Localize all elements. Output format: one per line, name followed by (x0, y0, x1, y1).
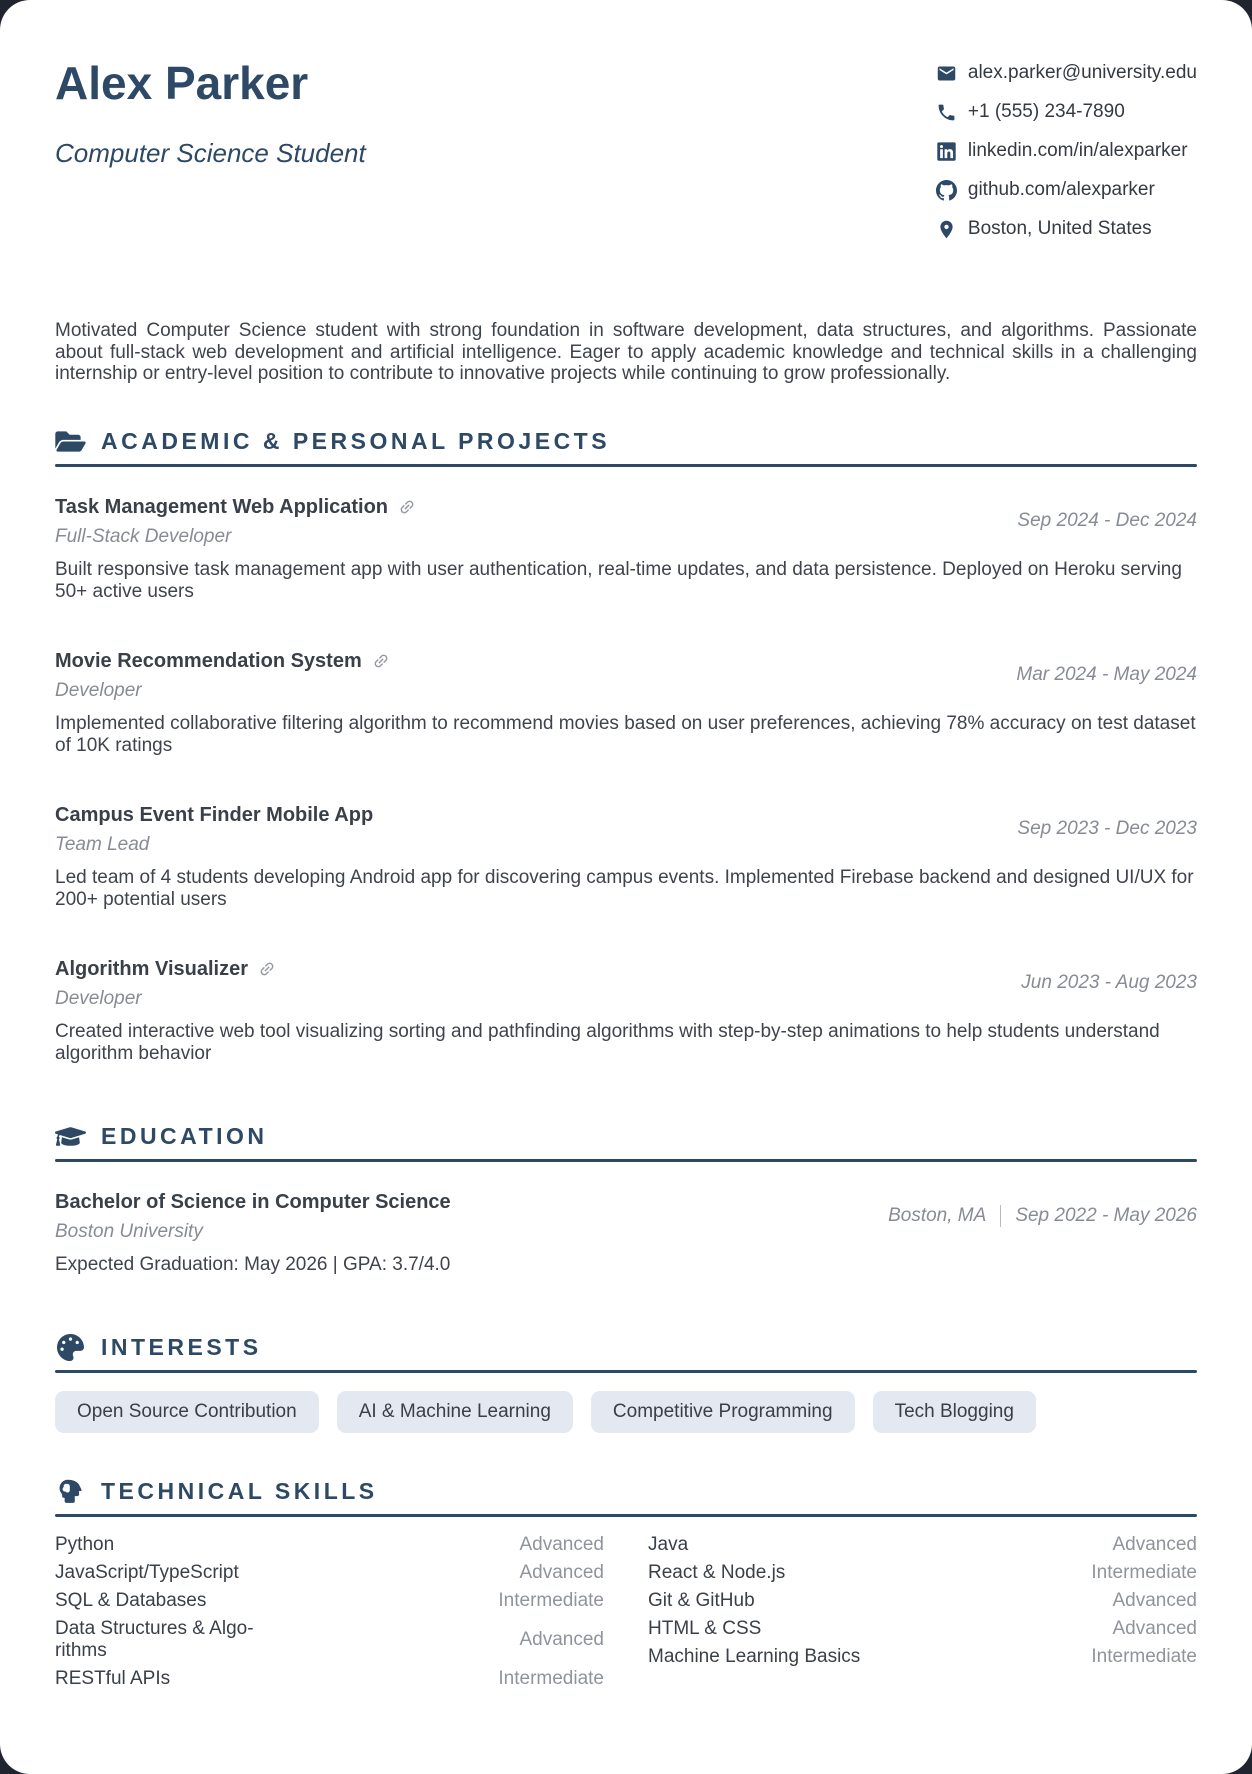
skills-title: TECHNICAL SKILLS (101, 1478, 378, 1504)
skill-level: Intermediate (1091, 1645, 1197, 1667)
skill-name: SQL & Databases (55, 1589, 207, 1611)
contact-linkedin-text: linkedin.com/in/alexparker (967, 140, 1188, 161)
section-education (55, 1123, 1197, 1276)
skill-level: Intermediate (498, 1667, 604, 1689)
school-name: Boston University (55, 1220, 203, 1242)
skill-name: Java (648, 1533, 689, 1555)
degree-title: Bachelor of Science in Computer Science (55, 1190, 451, 1213)
education-entry (55, 1190, 1197, 1276)
project-dates: Jun 2023 - Aug 2023 (1021, 972, 1197, 993)
project-description: Built responsive task management app with user authentication, real-time updates, and data persistence. Deployed on Heroku serving 50+ active users (55, 558, 1182, 602)
education-location: Boston, MA (888, 1205, 987, 1226)
skill-name: HTML & CSS (648, 1617, 762, 1639)
summary-paragraph: Motivated Computer Science student with strong foundation in software development, data structures, and algorithms. Passionate about full-stack web development and artificial intelligence. Eager to apply academic knowledge and technical skills in a challenging internship or entry-level position to contribute to innovative projects while continuing to grow professionally. (55, 320, 1197, 384)
project-title: Task Management Web Application (55, 495, 389, 518)
project-entry (55, 803, 1197, 911)
project-description: Led team of 4 students developing Android app for discovering campus events. Implemented Firebase backend and designed UI/UX for 200+ potential users (55, 866, 1194, 910)
project-dates: Sep 2023 - Dec 2023 (1017, 818, 1197, 839)
link-icon[interactable] (258, 960, 276, 978)
contact-github[interactable] (936, 179, 1197, 201)
person-name: Alex Parker (55, 57, 309, 109)
section-rule (55, 1514, 1197, 1517)
skill-name: RESTful APIs (55, 1667, 171, 1689)
skill-row (648, 1531, 1197, 1559)
contact-email-text: alex.parker@university.edu (967, 62, 1197, 83)
skill-level: Advanced (519, 1561, 604, 1583)
envelope-icon (936, 63, 957, 84)
contact-location (936, 218, 1197, 240)
interest-pill: Competitive Programming (591, 1391, 855, 1433)
skill-name: Python (55, 1533, 115, 1555)
contact-linkedin[interactable] (936, 140, 1197, 162)
person-title: Computer Science Student (55, 137, 366, 168)
skill-level: Intermediate (1091, 1561, 1197, 1583)
section-interests (55, 1334, 1197, 1433)
divider (1000, 1205, 1001, 1227)
phone-icon (936, 102, 957, 123)
skill-name: Data Structures & Algorithms (55, 1617, 254, 1661)
skill-row (648, 1587, 1197, 1615)
interest-pill: Open Source Contribution (55, 1391, 319, 1433)
project-role: Developer (55, 987, 142, 1009)
project-role: Developer (55, 679, 142, 701)
interest-pills (55, 1391, 1197, 1433)
contact-github-text: github.com/alexparker (967, 179, 1155, 200)
link-icon[interactable] (372, 652, 390, 670)
section-rule (55, 464, 1197, 467)
header-identity (55, 58, 366, 168)
project-entry (55, 495, 1197, 603)
location-pin-icon (936, 219, 957, 240)
skill-row (55, 1531, 604, 1559)
interest-pill: AI & Machine Learning (337, 1391, 573, 1433)
graduation-cap-icon (55, 1123, 86, 1150)
project-role: Full-Stack Developer (55, 525, 232, 547)
section-skills (55, 1478, 1197, 1693)
skill-name: JavaScript/TypeScript (55, 1561, 239, 1583)
skills-grid (55, 1531, 1197, 1693)
project-title: Algorithm Visualizer (55, 957, 249, 980)
interests-header (55, 1334, 1197, 1361)
project-entry (55, 649, 1197, 757)
skill-name: React & Node.js (648, 1561, 786, 1583)
link-icon[interactable] (398, 498, 416, 516)
education-meta (888, 1205, 1197, 1227)
contact-phone-text: +1 (555) 234-7890 (967, 101, 1125, 122)
contact-phone[interactable] (936, 101, 1197, 123)
education-header (55, 1123, 1197, 1150)
project-description: Implemented collaborative filtering algorithm to recommend movies based on user preferences, achieving 78% accuracy on test dataset of 10K ratings (55, 712, 1196, 756)
project-title: Campus Event Finder Mobile App (55, 803, 374, 826)
skill-level: Advanced (519, 1628, 604, 1650)
palette-icon (55, 1334, 86, 1361)
education-dates: Sep 2022 - May 2026 (1015, 1205, 1197, 1226)
skills-column-right (648, 1531, 1197, 1693)
education-title: EDUCATION (101, 1123, 268, 1149)
contact-email[interactable] (936, 62, 1197, 84)
section-projects (55, 428, 1197, 1065)
projects-title: ACADEMIC & PERSONAL PROJECTS (101, 428, 611, 454)
skill-row (648, 1643, 1197, 1671)
skill-row (648, 1615, 1197, 1643)
section-rule (55, 1370, 1197, 1373)
project-dates: Mar 2024 - May 2024 (1016, 664, 1197, 685)
interests-title: INTERESTS (101, 1334, 262, 1360)
skill-level: Advanced (1112, 1589, 1197, 1611)
project-dates: Sep 2024 - Dec 2024 (1017, 510, 1197, 531)
section-rule (55, 1159, 1197, 1162)
header (55, 58, 1197, 240)
skill-name: Git & GitHub (648, 1589, 755, 1611)
skill-row (55, 1559, 604, 1587)
project-entry (55, 957, 1197, 1065)
skill-row (55, 1587, 604, 1615)
contact-location-text: Boston, United States (967, 218, 1152, 239)
education-details: Expected Graduation: May 2026 | GPA: 3.7/4.0 (55, 1253, 451, 1275)
skills-header (55, 1478, 1197, 1505)
skill-row (55, 1665, 604, 1693)
projects-header (55, 428, 1197, 455)
folder-open-icon (55, 428, 86, 455)
project-title: Movie Recommendation System (55, 649, 362, 672)
skills-column-left (55, 1531, 604, 1693)
github-icon (936, 180, 957, 201)
skill-name: Machine Learning Basics (648, 1645, 861, 1667)
skill-level: Intermediate (498, 1589, 604, 1611)
skill-row (648, 1559, 1197, 1587)
project-description: Created interactive web tool visualizing sorting and pathfinding algorithms with step-by-step animations to help students understand algorithm behavior (55, 1020, 1160, 1064)
skill-level: Advanced (1112, 1533, 1197, 1555)
contact-list (936, 58, 1197, 240)
skill-row (55, 1615, 604, 1665)
linkedin-icon (936, 141, 957, 162)
head-brain-icon (55, 1478, 86, 1505)
skill-level: Advanced (1112, 1617, 1197, 1639)
interest-pill: Tech Blogging (873, 1391, 1036, 1433)
project-role: Team Lead (55, 833, 150, 855)
skill-level: Advanced (519, 1533, 604, 1555)
